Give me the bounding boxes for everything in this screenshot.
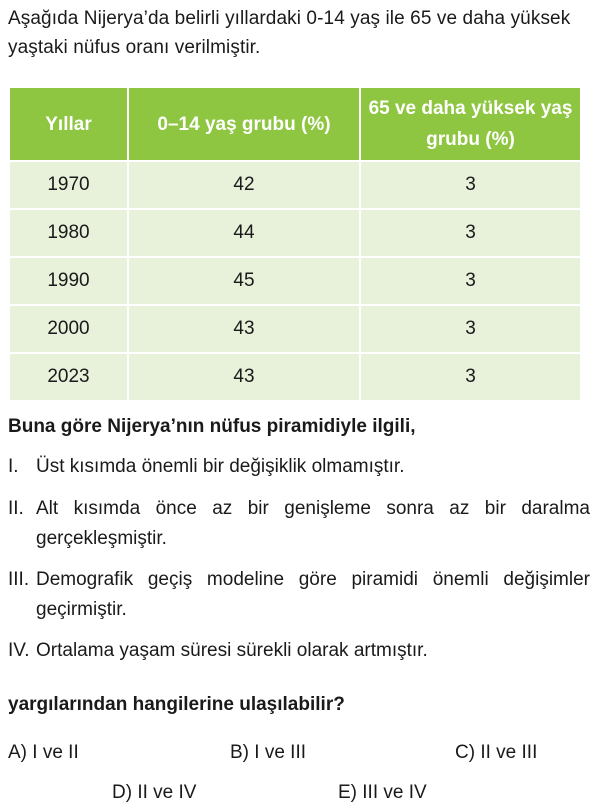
cell-age-0-14: 45 [129,258,359,304]
statement-number: IV. [8,640,30,661]
option-d[interactable]: D) II ve IV [112,782,197,803]
table-header-row [10,88,580,160]
header-age-65-plus: 65 ve daha yüksek yaş grubu (%) [361,88,580,160]
statement-number: III. [8,569,30,590]
statement-text: Alt kısımda önce az bir genişleme sonra az bir daralma gerçekleşmiştir. [36,498,590,549]
population-table [8,86,582,402]
option-a[interactable]: A) I ve II [8,742,79,763]
statement-list [0,452,590,666]
statement-item [0,565,590,625]
table-row [10,210,580,256]
question-follow-up: yargılarından hangilerine ulaşılabilir? [8,694,345,715]
option-e[interactable]: E) III ve IV [338,782,427,803]
table-row [10,354,580,400]
statement-item [0,494,590,554]
cell-age-0-14: 42 [129,162,359,208]
header-age-0-14: 0–14 yaş grubu (%) [129,88,359,160]
statement-text: Ortalama yaşam süresi sürekli olarak artmıştır. [36,640,428,661]
table-row [10,162,580,208]
cell-age-65-plus: 3 [361,258,580,304]
statement-text: Demografik geçiş modeline göre piramidi önemli değişimler geçirmiştir. [36,569,590,620]
cell-age-65-plus: 3 [361,354,580,400]
question-stem: Buna göre Nijerya’nın nüfus piramidiyle ilgili, [8,416,416,437]
cell-age-0-14: 43 [129,306,359,352]
statement-number: I. [8,456,19,477]
table-row [10,258,580,304]
cell-year: 1970 [10,162,127,208]
statement-item [0,452,590,482]
option-c[interactable]: C) II ve III [455,742,538,763]
table-row [10,306,580,352]
statement-number: II. [8,498,24,519]
statement-item [0,636,590,666]
cell-age-0-14: 44 [129,210,359,256]
cell-year: 1990 [10,258,127,304]
cell-age-0-14: 43 [129,354,359,400]
statement-text: Üst kısımda önemli bir değişiklik olmamıştır. [36,456,405,477]
intro-text: Aşağıda Nijerya’da belirli yıllardaki 0-14 yaş ile 65 ve daha yüksek yaştaki nüfus oranı verilmiştir. [8,8,571,58]
cell-year: 2000 [10,306,127,352]
cell-age-65-plus: 3 [361,162,580,208]
cell-age-65-plus: 3 [361,306,580,352]
cell-year: 1980 [10,210,127,256]
header-years: Yıllar [10,88,127,160]
cell-year: 2023 [10,354,127,400]
option-b[interactable]: B) I ve III [230,742,307,763]
cell-age-65-plus: 3 [361,210,580,256]
